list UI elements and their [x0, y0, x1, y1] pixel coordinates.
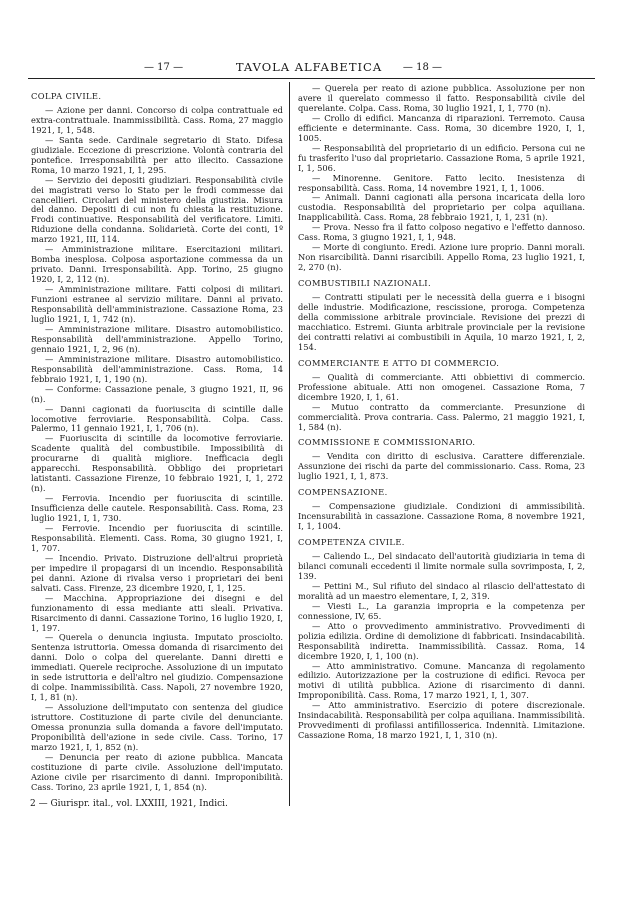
index-entry: — Denuncia per reato di azione pubblica. Mancata costituzione di parte civile. Assoluzione dell'imputato. Azione civile per risarcimento di danni. Improponibilità. Cass. Torino, 23 aprile 1921, I, 1, 854 (n).: [31, 751, 283, 792]
page-number-left: — 17 —: [144, 62, 184, 73]
index-entry: — Crollo di edifici. Mancanza di riparazioni. Terremoto. Causa efficiente e determinante. Cass. Roma, 30 dicembre 1920, I, 1, 1005.: [298, 112, 585, 143]
page-footer: 2 — Giurispr. ital., vol. LXXIII, 1921, Indici.: [30, 799, 228, 809]
index-entry: — Ferrovia. Incendio per fuoriuscita di scintille. Insufficienza delle cautele. Responsabilità. Cass. Roma, 23 luglio 1921, I, 1, 730.: [31, 493, 283, 524]
index-entry: — Macchina. Appropriazione dei disegni e del funzionamento di essa mediante atti sleali. Privativa. Risarcimento di danni. Cassazione Torino, 16 luglio 1920, I, 1, 197.: [31, 592, 283, 633]
index-entry: — Assoluzione dell'imputato con sentenza del giudice istruttore. Costituzione di parte civile del denunciante. Omessa pronunzia sulla domanda a favore dell'imputato. Proponibilità dell'azione in sede civile. Cass. Torino, 17 marzo 1921, I, 1, 852 (n).: [31, 702, 283, 752]
index-entry: — Responsabilità del proprietario di un edificio. Persona cui ne fu trasferito l'uso dal proprietario. Cassazione Roma, 5 aprile 1921, I, 1, 506.: [298, 142, 585, 173]
index-entry: — Morte di congiunto. Eredi. Azione iure proprio. Danni morali. Non risarcibilità. Danni risarcibili. Appello Roma, 23 luglio 1921, I, 2, 270 (n).: [298, 242, 585, 273]
index-entry: — Atto amministrativo. Comune. Mancanza di regolamento edilizio. Autorizzazione per la costruzione di edifici. Revoca per motivi di utilità pubblica. Azione di risarcimento di danni. Improponibilità. Cass. Roma, 17 marzo 1921, I, 1, 307.: [298, 660, 585, 701]
index-entry: — Amministrazione militare. Esercitazioni militari. Bomba inesplosa. Colposa asportazione commessa da un privato. Danni. Irresponsabilità. App. Torino, 25 giugno 1920, I, 2, 112 (n).: [31, 244, 283, 285]
index-entry: — Querela o denuncia ingiusta. Imputato prosciolto. Sentenza istruttoria. Omessa domanda di risarcimento dei danni. Dolo o colpa del querelante. Danni diretti e immediati. Querele reciproche. Assoluzione di un imputato in sede istruttoria e dell'altro nel giudizio. Compensazione di colpe. Inammissibilità. Cass. Napoli, 27 novembre 1920, I, 1, 81 (n).: [31, 632, 283, 703]
column-divider: [289, 82, 290, 806]
index-entry: — Qualità di commerciante. Atti obbiettivi di commercio. Professione abituale. Atti non omogenei. Cassazione Roma, 7 dicembre 1920, I, 1, 61.: [298, 371, 585, 402]
index-entry: — Pettini M., Sul rifiuto del sindaco al rilascio dell'attestato di moralità ad un maestro elementare, I, 2, 319.: [298, 580, 585, 601]
index-entry: — Azione per danni. Concorso di colpa contrattuale ed extra-contrattuale. Inammissibilità. Cass. Roma, 27 maggio 1921, I, 1, 548.: [31, 104, 283, 135]
section-heading-competenza: COMPETENZA CIVILE.: [298, 537, 405, 548]
index-entry: — Amministrazione militare. Disastro automobilistico. Responsabilità dell'amministrazione. Appello Torino, gennaio 1921, I, 2, 96 (n).: [31, 323, 283, 354]
header-rule: [28, 78, 595, 79]
index-entry: — Ferrovie. Incendio per fuoriuscita di scintille. Responsabilità. Elementi. Cass. Roma, 30 giugno 1921, I, 1, 707.: [31, 522, 283, 553]
index-entry: — Amministrazione militare. Disastro automobilistico. Responsabilità dell'amministrazione. Cass. Roma, 14 febbraio 1921, I, 1, 190 (n).: [31, 353, 283, 384]
section-heading-commerciante: COMMERCIANTE E ATTO DI COMMERCIO.: [298, 357, 500, 368]
index-entry: — Incendio. Privato. Distruzione dell'altrui proprietà per impedire il propagarsi di un incendio. Responsabilità pei danni. Azione di rivalsa verso i proprietari dei beni salvati. Cass. Firenze, 23 dicembre 1920, I, 1, 125.: [31, 552, 283, 593]
right-column: [298, 84, 585, 741]
index-entry: — Atto amministrativo. Esercizio di potere discrezionale. Insindacabilità. Responsabilità per colpa aquiliana. Inammissibilità. Provvedimenti di profilassi antifillosserica. Indennità. Limitazione. Cassazione Roma, 18 marzo 1921, I, 1, 310 (n).: [298, 700, 585, 741]
index-entry: — Conforme: Cassazione penale, 3 giugno 1921, II, 96 (n).: [31, 383, 283, 404]
index-entry: — Contratti stipulati per le necessità della guerra e i bisogni delle industrie. Modificazione, rescissione, proroga. Competenza della commissione arbitrale provinciale. Revisione dei prezzi di macchiatico. Estremi. Giunta arbitrale provinciale per la revisione dei contratti relativi ai combustibili in Aquila, 10 marzo 1921, I, 2, 154.: [298, 292, 585, 352]
index-entry: — Amministrazione militare. Fatti colposi di militari. Funzioni estranee al servizio militare. Danni al privato. Responsabilità dell'amministrazione. Cassazione Roma, 23 luglio 1921, I, 1, 742 (n).: [31, 284, 283, 324]
section-heading-combustibili: COMBUSTIBILI NAZIONALI.: [298, 278, 432, 289]
index-entry: — Mutuo contratto da commerciante. Presunzione di commercialità. Prova contraria. Cass. Palermo, 21 maggio 1921, I, 1, 584 (n).: [298, 401, 585, 432]
left-column: [31, 84, 283, 793]
index-entry: — Atto o provvedimento amministrativo. Provvedimenti di polizia edilizia. Ordine di demolizione di fabbricati. Insindacabilità. Responsabilità indiretta. Inammissibilità. Cassaz. Roma, 14 dicembre 1920, I, 1, 100 (n).: [298, 620, 585, 661]
index-entry: — Viesti L., La garanzia impropria e la competenza per connessione, IV, 65.: [298, 600, 585, 621]
index-entry: — Danni cagionati da fuoriuscita di scintille dalle locomotive ferroviarie. Responsabilità. Colpa. Cass. Palermo, 11 gennaio 1921, I, 1, 706 (n).: [31, 403, 283, 434]
index-entry: — Minorenne. Genitore. Fatto lecito. Inesistenza di responsabilità. Cass. Roma, 14 novembre 1921, I, 1, 1006.: [298, 172, 585, 193]
index-entry: — Prova. Nesso fra il fatto colposo negativo e l'effetto dannoso. Cass. Roma, 3 giugno 1921, I, 1, 948.: [298, 222, 585, 243]
index-entry: — Servizio dei depositi giudiziari. Responsabilità civile dei magistrati verso lo Stato per le frodi commesse dai cancellieri. Circolari del ministero della giustizia. Misura del danno. Depositi di cui non fu chiesta la restituzione. Frodi continuative. Responsabilità del verificatore. Limiti. Riduzione della condanna. Solidarietà. Corte dei conti, 1º marzo 1921, III, 114.: [31, 174, 283, 245]
index-entry: — Querela per reato di azione pubblica. Assoluzione per non avere il querelato commesso il fatto. Responsabilità civile del querelante. Colpa. Cass. Roma, 30 luglio 1921, I, 1, 770 (n).: [298, 83, 585, 113]
index-entry: — Compensazione giudiziale. Condizioni di ammissibilità. Incensurabilità in cassazione. Cassazione Roma, 8 novembre 1921, I, 1, 1004.: [298, 501, 585, 532]
page-header: [26, 60, 592, 78]
index-entry: — Santa sede. Cardinale segretario di Stato. Difesa giudiziale. Eccezione di prescrizione. Volontà contraria del pontefice. Irresponsabilità per atto illecito. Cassazione Roma, 10 marzo 1921, I, 1, 295.: [31, 134, 283, 175]
index-entry: — Fuoriuscita di scintille da locomotive ferroviarie. Scadente qualità del combustibile. Impossibilità di procurarne di qualità migliore. Inefficacia degli apparecchi. Responsabilità. Obbligo dei proprietari latistanti. Cassazione Firenze, 10 febbraio 1921, I, 1, 272 (n).: [31, 433, 283, 494]
page-number-right: — 18 —: [402, 62, 442, 73]
index-entry: — Animali. Danni cagionati alla persona incaricata della loro custodia. Responsabilità del proprietario per colpa aquiliana. Inapplicabilità. Cass. Roma, 28 febbraio 1921, I, 1, 231 (n).: [298, 192, 585, 223]
section-heading-commissione: COMMISSIONE E COMMISSIONARIO.: [298, 437, 476, 448]
section-heading-compensazione: COMPENSAZIONE.: [298, 487, 388, 498]
page-title: TAVOLA ALFABETICA: [235, 60, 383, 74]
index-entry: — Vendita con diritto di esclusiva. Carattere differenziale. Assunzione dei rischi da parte del commissionario. Cass. Roma, 23 luglio 1921, I, 1, 873.: [298, 451, 585, 482]
index-entry: — Caliendo L., Del sindacato dell'autorità giudiziaria in tema di bilanci comunali eccedenti il limite normale sulla sovrimposta, I, 2, 139.: [298, 551, 585, 581]
section-heading-colpa-civile: COLPA CIVILE.: [31, 91, 102, 101]
